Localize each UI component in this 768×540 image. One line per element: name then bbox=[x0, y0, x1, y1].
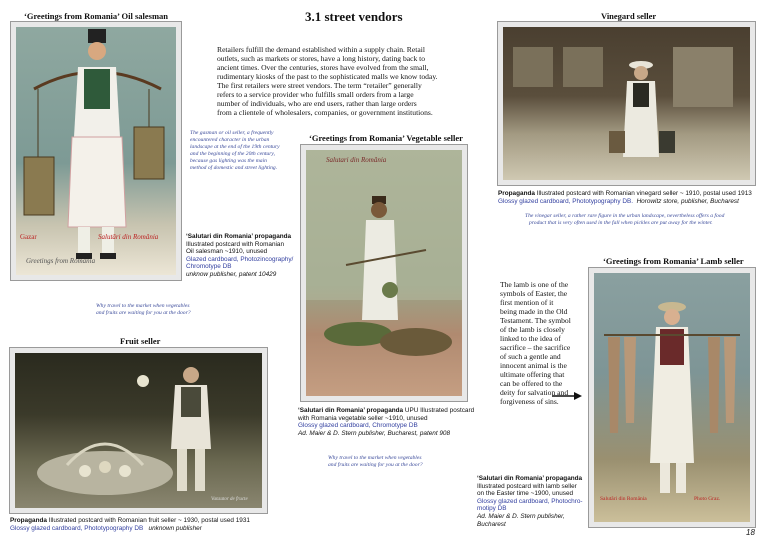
vinegar-seller-figure bbox=[503, 27, 750, 180]
desc-material: Glossy glazed cardboard, Photochro- bbox=[477, 497, 583, 505]
desc-line: on the Easter time ~1900, unused bbox=[477, 490, 574, 498]
note-line: The vinegar seller, a rather rare figure in the urban landscape, nevertheless offers a food bbox=[525, 213, 725, 219]
vegetable-seller-figure bbox=[306, 150, 462, 396]
vegetable-seller-postcard bbox=[300, 144, 468, 402]
story-line: of such a gentle and bbox=[500, 352, 561, 361]
vegetable-seller-description bbox=[298, 407, 474, 437]
note-line: landscape at the end of the 19th century bbox=[190, 144, 280, 150]
fruit-seller-description bbox=[10, 517, 250, 532]
lamb-seller-heading: ‘Greetings from Romania’ Lamb seller bbox=[603, 256, 744, 266]
story-line: of the lamb is closely bbox=[500, 325, 565, 334]
lamb-seller-figure bbox=[594, 273, 750, 522]
story-line: deity for salvation and bbox=[500, 388, 569, 397]
desc-material: motipy DB bbox=[477, 505, 507, 513]
vinegar-seller-note bbox=[525, 213, 724, 227]
note-line: Why travel to the market when vegetables bbox=[328, 455, 422, 461]
note-line: product that is very often used in the fall when pickles are put away for the winter. bbox=[529, 220, 713, 226]
desc-title: Propaganda bbox=[10, 517, 47, 524]
story-line: symbols of Easter, the bbox=[500, 289, 568, 298]
vinegar-seller-postcard bbox=[497, 21, 756, 186]
vinegar-seller-description bbox=[498, 190, 752, 205]
lamb-card-text-left: Salutări din România bbox=[600, 496, 647, 502]
desc-publisher: Ad. Maier & D. Stern publisher, bbox=[477, 512, 565, 520]
desc-material: Glossy glazed cardboard, Phototypography DB. bbox=[498, 197, 633, 205]
oil-seller-postcard bbox=[10, 21, 182, 281]
fruit-card-text: Vanzator de fructe bbox=[211, 497, 248, 502]
desc-publisher: unknown publisher bbox=[148, 524, 202, 532]
lamb-seller-description bbox=[477, 475, 583, 528]
note-line: and fruits are waiting for you at the door? bbox=[328, 462, 423, 468]
desc-line: Illustrated postcard with Romanian vinegard seller ~ 1910, postal used 1913 bbox=[536, 190, 752, 197]
arrow-right-icon bbox=[552, 392, 582, 400]
desc-publisher: Horowitz store, publisher, Bucharest bbox=[636, 197, 739, 205]
intro-line: Retailers fulfill the demand established within a supply chain. Retail bbox=[217, 45, 425, 54]
market-note bbox=[96, 303, 191, 317]
story-line: can be offered to the bbox=[500, 379, 563, 388]
intro-paragraph bbox=[217, 45, 438, 117]
vegetable-seller-note bbox=[328, 455, 423, 469]
intro-line: The first retailers were street vendors. The term “retailer” generally bbox=[217, 81, 422, 90]
story-line: innocent animal is the bbox=[500, 361, 567, 370]
desc-title: ‘Salutari din Romania’ propaganda bbox=[477, 475, 583, 482]
story-line: Testament. The symbol bbox=[500, 316, 571, 325]
desc-publisher: Bucharest bbox=[477, 520, 506, 528]
intro-line: refers to a service provider who fulfills small orders from a large bbox=[217, 90, 414, 99]
note-line: and fruits are waiting for you at the door? bbox=[96, 310, 191, 316]
desc-title: ‘Salutari din Romania’ propaganda bbox=[186, 233, 292, 240]
desc-line: Illustrated postcard with Romanian fruit seller ~ 1930, postal used 1931 bbox=[48, 517, 250, 524]
oil-seller-description bbox=[186, 233, 293, 279]
desc-line: with Romania vegetable seller ~1910, unused bbox=[298, 414, 428, 422]
desc-material: Chromotype DB bbox=[186, 263, 232, 271]
page-title: 3.1 street vendors bbox=[305, 9, 403, 24]
lamb-story bbox=[500, 280, 571, 406]
intro-line: from a clientele of wholesalers, companies, or government institutions. bbox=[217, 108, 433, 117]
oil-card-text-left: Gazar bbox=[20, 233, 37, 241]
intro-line: rudimentary kiosks of the past to the sophisticated malls we know today. bbox=[217, 72, 438, 81]
fruit-seller-figure bbox=[15, 353, 262, 508]
desc-material: Glazed cardboard, Photozincography/ bbox=[186, 255, 294, 263]
story-line: sacrifice – the sacrifice bbox=[500, 343, 571, 352]
oil-seller-heading: ‘Greetings from Romania’ Oil salesman bbox=[24, 11, 169, 21]
vinegar-seller-heading: Vinegard seller bbox=[601, 11, 657, 21]
story-line: being made in the Old bbox=[500, 307, 568, 316]
vegetable-seller-heading: ‘Greetings from Romania’ Vegetable seller bbox=[309, 133, 463, 143]
desc-line: UPU Illustrated postcard bbox=[404, 407, 475, 414]
vegetable-card-text: Salutari din România bbox=[326, 156, 387, 164]
note-line: method of domestic and street lighting. bbox=[190, 165, 278, 171]
fruit-seller-heading: Fruit seller bbox=[120, 336, 161, 346]
note-line: The gasman or oil seller, a frequently bbox=[190, 130, 274, 136]
note-line: encountered character in the urban bbox=[190, 137, 270, 143]
intro-line: ancient times. Over the centuries, stores have evolved from the small, bbox=[217, 63, 429, 72]
story-line: linked to the idea of bbox=[500, 334, 561, 343]
oil-seller-note bbox=[190, 130, 280, 172]
lamb-card-text-right: Photo Graz. bbox=[694, 496, 721, 502]
story-line: ultimate offering that bbox=[500, 370, 565, 379]
desc-material: Glossy glazed cardboard, Chromotype DB bbox=[298, 422, 418, 430]
lamb-seller-postcard bbox=[588, 267, 756, 528]
note-line: and the beginning of the 20th century, bbox=[190, 151, 275, 157]
desc-publisher: Ad. Maier & D. Stern publisher, Bucharest, patent 908 bbox=[298, 429, 451, 437]
note-line: because gas lighting was the main bbox=[190, 158, 267, 164]
desc-title: Propaganda bbox=[498, 190, 535, 197]
intro-line: outlets, such as markets or stores, have a long history, dating back to bbox=[217, 54, 426, 63]
desc-line: Illustrated postcard with lamb seller bbox=[477, 482, 577, 490]
oil-card-handwriting: Greetings from Romania bbox=[26, 257, 96, 265]
desc-line: Oil salesman ~1910, unused bbox=[186, 248, 268, 256]
page-number: 18 bbox=[746, 528, 755, 537]
desc-title: ‘Salutari din Romania’ propaganda bbox=[298, 407, 404, 414]
desc-line: Illustrated postcard with Romanian bbox=[186, 240, 285, 248]
intro-line: number of individuals, who are end users, rather than large orders bbox=[217, 99, 417, 108]
story-line: forgiveness of sins. bbox=[500, 397, 559, 406]
story-line: first mention of it bbox=[500, 298, 554, 307]
desc-material: Glossy glazed cardboard, Phototypography DB bbox=[10, 524, 144, 532]
desc-publisher: unknow publisher, patent 10429 bbox=[186, 270, 277, 278]
fruit-seller-postcard bbox=[9, 347, 268, 514]
note-line: Why travel to the market when vegetables bbox=[96, 303, 190, 309]
oil-card-text-right: Salutări din România bbox=[98, 233, 159, 241]
story-line: The lamb is one of the bbox=[500, 280, 569, 289]
